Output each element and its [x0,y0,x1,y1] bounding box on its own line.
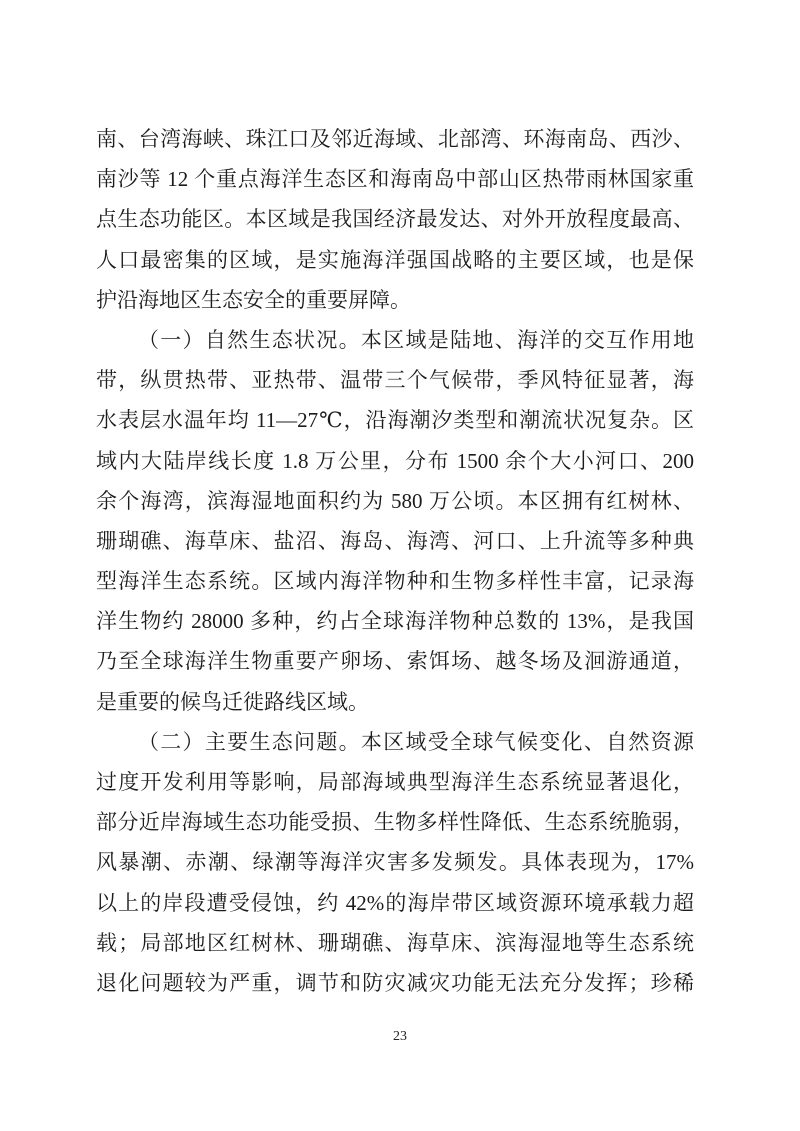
text-line: （二）主要生态问题。本区域受全球气候变化、自然资源 [138,729,694,754]
text-line: 余个海湾，滨海湿地面积约为 580 万公顷。本区拥有红树林、 [96,488,694,513]
text-line: 乃至全球海洋生物重要产卵场、索饵场、越冬场及洄游通道， [96,649,694,674]
text-line: 带，纵贯热带、亚热带、温带三个气候带，季风特征显著，海 [96,368,694,393]
text-line: 载；局部地区红树林、珊瑚礁、海草床、滨海湿地等生态系统 [96,930,694,955]
text-line: 水表层水温年均 11—27℃，沿海潮汐类型和潮流状况复杂。区 [96,408,694,433]
text-line: 部分近岸海域生态功能受损、生物多样性降低、生态系统脆弱， [96,810,694,835]
text-line: 洋生物约 28000 多种，约占全球海洋物种总数的 13%，是我国 [96,609,694,634]
text-line: 型海洋生态系统。区域内海洋物种和生物多样性丰富，记录海 [96,569,694,594]
document-body [96,119,694,1003]
text-line: 过度开发利用等影响，局部海域典型海洋生态系统显著退化， [96,770,694,794]
text-line: 南、台湾海峡、珠江口及邻近海域、北部湾、环海南岛、西沙、 [96,127,694,151]
text-line: （一）自然生态状况。本区域是陆地、海洋的交互作用地 [138,327,694,352]
page-number: 23 [393,1029,407,1044]
text-line: 风暴潮、赤潮、绿潮等海洋灾害多发频发。具体表现为，17% [96,850,694,875]
text-line: 珊瑚礁、海草床、盐沼、海岛、海湾、河口、上升流等多种典 [96,528,694,553]
text-line: 护沿海地区生态安全的重要屏障。 [96,287,411,312]
text-line: 南沙等 12 个重点海洋生态区和海南岛中部山区热带雨林国家重 [96,167,694,192]
text-line: 以上的岸段遭受侵蚀，约 42%的海岸带区域资源环境承载力超 [96,890,694,915]
text-line: 退化问题较为严重，调节和防灾减灾功能无法充分发挥；珍稀 [96,970,694,995]
text-line: 人口最密集的区域，是实施海洋强国战略的主要区域，也是保 [96,247,694,272]
text-line: 点生态功能区。本区域是我国经济最发达、对外开放程度最高、 [96,207,694,232]
text-line: 是重要的候鸟迁徙路线区域。 [96,689,369,714]
text-line: 域内大陆岸线长度 1.8 万公里，分布 1500 余个大小河口、200 [96,448,694,473]
